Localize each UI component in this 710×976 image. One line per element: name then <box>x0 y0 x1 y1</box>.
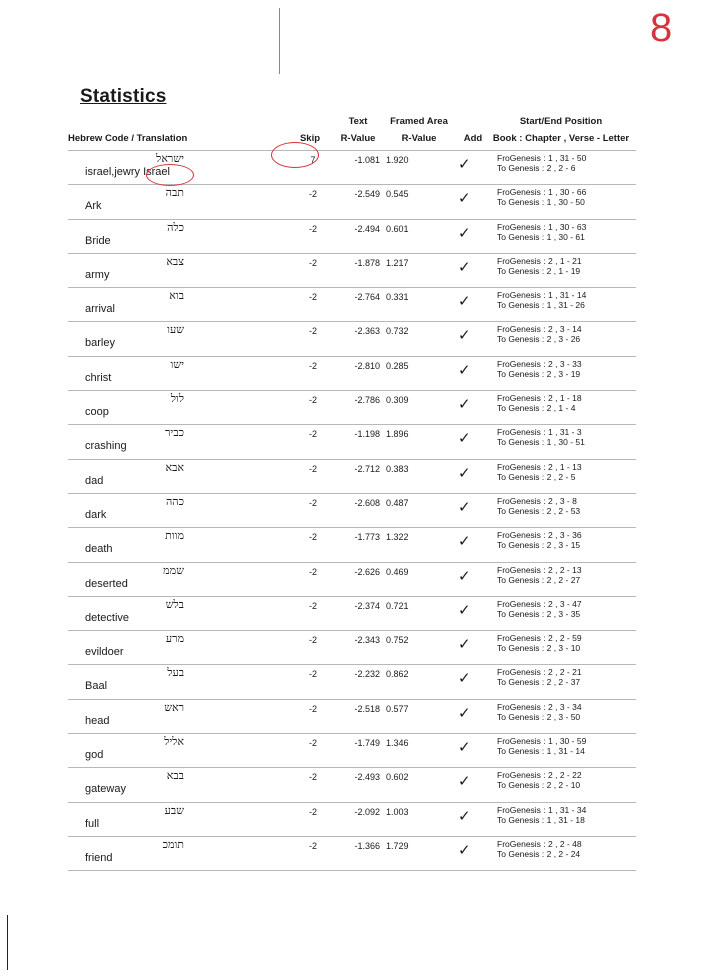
translation: crashing <box>85 440 127 453</box>
framed-r-value: 1.346 <box>386 738 409 749</box>
translation: israel,jewry Israel <box>85 166 170 178</box>
skip-value: -2 <box>308 395 317 406</box>
framed-r-value: 0.602 <box>386 772 409 783</box>
position-from: FroGenesis : 2 , 3 - 8 <box>497 495 577 506</box>
translation: gateway <box>85 783 126 796</box>
text-r-value: -2.092 <box>354 806 380 817</box>
header-position-line2: Book : Chapter , Verse - Letter <box>492 133 630 144</box>
scan-mark <box>279 8 280 74</box>
skip-value: -2 <box>308 497 317 508</box>
position-from: FroGenesis : 1 , 31 - 3 <box>497 427 582 438</box>
hebrew-code: ישראל <box>156 152 184 165</box>
framed-r-value: 1.003 <box>386 806 409 817</box>
hebrew-code: תבה <box>165 186 184 200</box>
skip-value: -2 <box>308 532 317 543</box>
add-check: ✓ <box>458 601 471 619</box>
skip-value: -2 <box>308 223 317 234</box>
skip-value: 7 <box>310 155 316 165</box>
text-r-value: -2.494 <box>354 223 380 234</box>
handwritten-page-number: 8 <box>650 6 673 50</box>
framed-r-value: 0.331 <box>386 292 409 303</box>
hebrew-code: שעו <box>167 323 184 337</box>
skip-value: -2 <box>308 257 317 268</box>
table-row <box>68 836 636 871</box>
red-circle-israel <box>146 164 194 186</box>
hebrew-code: כלה <box>167 220 184 234</box>
add-check: ✓ <box>458 327 471 345</box>
table-row <box>68 699 636 733</box>
framed-r-value: 1.729 <box>386 840 409 851</box>
position-to: To Genesis : 1 , 30 - 51 <box>497 437 585 448</box>
add-check: ✓ <box>458 224 471 242</box>
table-row <box>68 184 636 218</box>
position-from: FroGenesis : 2 , 1 - 13 <box>497 461 582 472</box>
position-to: To Genesis : 2 , 3 - 26 <box>497 334 581 345</box>
skip-value: -2 <box>308 360 317 371</box>
position-to: To Genesis : 2 , 2 - 53 <box>497 505 581 516</box>
text-r-value: -1.773 <box>354 532 380 543</box>
translation: dad <box>85 474 104 487</box>
hebrew-code: ישו <box>170 357 184 371</box>
text-r-value: -1.749 <box>354 738 380 749</box>
framed-r-value: 1.322 <box>386 532 409 543</box>
red-circle-skip <box>271 142 319 168</box>
position-cell <box>497 839 582 859</box>
text-r-value: -2.549 <box>354 189 380 200</box>
header-position-line1: Start/End Position <box>519 116 603 127</box>
text-r-value: -2.764 <box>354 292 380 303</box>
header-text-line2: R-Value <box>340 133 376 144</box>
translation: god <box>85 749 104 762</box>
position-to: To Genesis : 2 , 2 - 24 <box>497 848 581 859</box>
header-add: Add <box>463 133 483 144</box>
add-check: ✓ <box>458 841 471 859</box>
hebrew-code: מוות <box>165 529 184 543</box>
add-check: ✓ <box>458 293 471 311</box>
position-from: FroGenesis : 1 , 31 - 14 <box>497 290 587 301</box>
position-from: FroGenesis : 2 , 3 - 34 <box>497 701 582 712</box>
table-row <box>68 219 636 253</box>
add-check: ✓ <box>458 773 471 791</box>
position-to: To Genesis : 2 , 3 - 19 <box>497 368 581 379</box>
hebrew-code: אבא <box>165 460 184 474</box>
translation: coop <box>85 406 109 419</box>
header-framed-line2: R-Value <box>401 133 437 144</box>
skip-value: -2 <box>308 635 317 646</box>
add-check: ✓ <box>458 704 471 722</box>
text-r-value: -2.626 <box>354 566 380 577</box>
hebrew-code: צבא <box>166 254 184 268</box>
text-r-value: -2.493 <box>354 772 380 783</box>
framed-r-value: 0.383 <box>386 463 409 474</box>
header-framed-line1: Framed Area <box>390 116 448 127</box>
position-to: To Genesis : 2 , 2 - 5 <box>497 471 576 482</box>
text-r-value: -2.363 <box>354 326 380 337</box>
text-r-value: -2.374 <box>354 600 380 611</box>
position-to: To Genesis : 2 , 2 - 37 <box>497 677 581 688</box>
position-to: To Genesis : 2 , 1 - 19 <box>497 265 581 276</box>
table-row <box>68 253 636 287</box>
position-to: To Genesis : 1 , 30 - 61 <box>497 231 585 242</box>
framed-r-value: 0.752 <box>386 635 409 646</box>
position-to: To Genesis : 1 , 31 - 18 <box>497 814 585 825</box>
position-from: FroGenesis : 2 , 3 - 36 <box>497 530 582 541</box>
add-check: ✓ <box>458 498 471 516</box>
translation: deserted <box>85 577 128 590</box>
text-r-value: -2.786 <box>354 395 380 406</box>
text-r-value: -1.081 <box>354 155 380 165</box>
skip-value: -2 <box>308 600 317 611</box>
framed-r-value: 0.285 <box>386 360 409 371</box>
text-r-value: -2.608 <box>354 497 380 508</box>
add-check: ✓ <box>458 156 471 173</box>
translation: army <box>85 268 110 281</box>
add-check: ✓ <box>458 567 471 585</box>
position-from: FroGenesis : 2 , 1 - 18 <box>497 393 582 404</box>
position-cell <box>497 736 586 756</box>
position-to: To Genesis : 1 , 31 - 14 <box>497 746 585 757</box>
skip-value: -2 <box>308 189 317 200</box>
table-row <box>68 802 636 836</box>
position-cell <box>497 633 582 653</box>
position-cell <box>497 359 582 379</box>
translation: dark <box>85 508 107 521</box>
position-from: FroGenesis : 2 , 3 - 14 <box>497 324 582 335</box>
position-cell <box>497 599 582 619</box>
framed-r-value: 0.732 <box>386 326 409 337</box>
page-title: Statistics <box>80 86 167 107</box>
table-row <box>68 596 636 630</box>
position-from: FroGenesis : 2 , 2 - 13 <box>497 564 582 575</box>
position-to: To Genesis : 2 , 1 - 4 <box>497 403 576 414</box>
skip-value: -2 <box>308 463 317 474</box>
skip-value: -2 <box>308 840 317 851</box>
statistics-table <box>68 150 636 871</box>
table-row <box>68 527 636 561</box>
hebrew-code: בלש <box>165 597 184 611</box>
position-cell <box>497 462 582 482</box>
table-row <box>68 390 636 424</box>
hebrew-code: ראש <box>164 700 184 714</box>
table-row <box>68 767 636 801</box>
translation: Baal <box>85 680 108 693</box>
position-from: FroGenesis : 1 , 30 - 59 <box>497 736 587 747</box>
text-r-value: -2.343 <box>354 635 380 646</box>
hebrew-code: בוא <box>169 289 184 303</box>
position-to: To Genesis : 2 , 3 - 10 <box>497 643 581 654</box>
framed-r-value: 0.862 <box>386 669 409 680</box>
hebrew-code: לול <box>170 392 184 406</box>
position-cell <box>497 153 586 173</box>
add-check: ✓ <box>458 396 471 414</box>
table-row <box>68 356 636 390</box>
framed-r-value: 0.545 <box>386 189 409 200</box>
add-check: ✓ <box>458 190 471 208</box>
position-cell <box>497 702 582 722</box>
translation: detective <box>85 611 130 624</box>
position-cell <box>497 256 582 276</box>
add-check: ✓ <box>458 258 471 276</box>
position-cell <box>497 290 586 310</box>
position-cell <box>497 187 586 207</box>
framed-r-value: 1.217 <box>386 257 409 268</box>
text-r-value: -2.232 <box>354 669 380 680</box>
position-cell <box>497 324 582 344</box>
position-cell <box>497 770 582 790</box>
skip-value: -2 <box>308 772 317 783</box>
position-to: To Genesis : 2 , 2 - 27 <box>497 574 581 585</box>
table-row <box>68 459 636 493</box>
hebrew-code: כביר <box>165 426 184 440</box>
translation: head <box>85 714 110 727</box>
position-cell <box>497 565 582 585</box>
framed-r-value: 0.487 <box>386 497 409 508</box>
position-from: FroGenesis : 2 , 2 - 22 <box>497 770 582 781</box>
position-from: FroGenesis : 1 , 30 - 66 <box>497 187 587 198</box>
position-from: FroGenesis : 1 , 31 - 34 <box>497 804 587 815</box>
table-row <box>68 630 636 664</box>
skip-value: -2 <box>308 738 317 749</box>
position-to: To Genesis : 2 , 3 - 35 <box>497 608 581 619</box>
hebrew-code: כהה <box>165 494 184 508</box>
position-cell <box>497 427 585 447</box>
hebrew-code: בבא <box>166 769 184 783</box>
table-row <box>68 562 636 596</box>
skip-value: -2 <box>308 566 317 577</box>
header-skip: Skip <box>299 133 321 144</box>
skip-value: -2 <box>308 326 317 337</box>
position-to: To Genesis : 2 , 2 - 10 <box>497 780 581 791</box>
hebrew-code: בעל <box>167 666 184 680</box>
skip-value: -2 <box>308 806 317 817</box>
framed-r-value: 0.601 <box>386 223 409 234</box>
framed-r-value: 0.577 <box>386 703 409 714</box>
framed-r-value: 0.469 <box>386 566 409 577</box>
framed-r-value: 1.896 <box>386 429 409 440</box>
add-check: ✓ <box>458 361 471 379</box>
position-from: FroGenesis : 2 , 2 - 48 <box>497 838 582 849</box>
margin-rule <box>7 915 8 970</box>
position-from: FroGenesis : 2 , 2 - 59 <box>497 633 582 644</box>
hebrew-code: מרע <box>165 632 184 646</box>
hebrew-code: אליל <box>164 735 184 749</box>
translation: friend <box>85 851 113 864</box>
position-cell <box>497 530 582 550</box>
position-from: FroGenesis : 2 , 3 - 47 <box>497 598 582 609</box>
header-text-line1: Text <box>348 116 368 127</box>
text-r-value: -2.712 <box>354 463 380 474</box>
add-check: ✓ <box>458 739 471 757</box>
translation: full <box>85 817 100 830</box>
position-to: To Genesis : 1 , 30 - 50 <box>497 197 585 208</box>
hebrew-code: תומכ <box>162 837 184 851</box>
add-check: ✓ <box>458 464 471 482</box>
skip-value: -2 <box>308 292 317 303</box>
translation: death <box>85 543 113 556</box>
position-from: FroGenesis : 1 , 30 - 63 <box>497 221 587 232</box>
position-from: FroGenesis : 1 , 31 - 50 <box>497 153 587 163</box>
hebrew-code: שממ <box>163 563 184 577</box>
translation: Bride <box>85 234 111 247</box>
position-from: FroGenesis : 2 , 1 - 21 <box>497 255 582 266</box>
text-r-value: -2.518 <box>354 703 380 714</box>
position-to: To Genesis : 2 , 2 - 6 <box>497 163 576 173</box>
table-row <box>68 733 636 767</box>
framed-r-value: 1.920 <box>386 155 409 165</box>
header-hebrew-translation: Hebrew Code / Translation <box>68 133 188 144</box>
translation: arrival <box>85 303 115 316</box>
text-r-value: -1.366 <box>354 840 380 851</box>
hebrew-code: שבע <box>164 803 184 817</box>
position-from: FroGenesis : 2 , 3 - 33 <box>497 358 582 369</box>
table-row <box>68 321 636 355</box>
position-cell <box>497 667 582 687</box>
translation: evildoer <box>85 646 124 659</box>
text-r-value: -2.810 <box>354 360 380 371</box>
position-from: FroGenesis : 2 , 2 - 21 <box>497 667 582 678</box>
position-cell <box>497 222 586 242</box>
position-cell <box>497 805 586 825</box>
skip-value: -2 <box>308 669 317 680</box>
text-r-value: -1.198 <box>354 429 380 440</box>
table-row <box>68 664 636 698</box>
table-row <box>68 493 636 527</box>
framed-r-value: 0.721 <box>386 600 409 611</box>
skip-value: -2 <box>308 429 317 440</box>
add-check: ✓ <box>458 636 471 654</box>
translation: barley <box>85 337 115 350</box>
text-r-value: -1.878 <box>354 257 380 268</box>
add-check: ✓ <box>458 807 471 825</box>
table-row <box>68 424 636 458</box>
position-to: To Genesis : 2 , 3 - 50 <box>497 711 581 722</box>
position-cell <box>497 393 582 413</box>
translation: Ark <box>85 200 102 213</box>
skip-value: -2 <box>308 703 317 714</box>
position-cell <box>497 496 580 516</box>
table-row <box>68 287 636 321</box>
add-check: ✓ <box>458 533 471 551</box>
translation: christ <box>85 371 112 384</box>
add-check: ✓ <box>458 430 471 448</box>
framed-r-value: 0.309 <box>386 395 409 406</box>
add-check: ✓ <box>458 670 471 688</box>
position-to: To Genesis : 1 , 31 - 26 <box>497 300 585 311</box>
position-to: To Genesis : 2 , 3 - 15 <box>497 540 581 551</box>
